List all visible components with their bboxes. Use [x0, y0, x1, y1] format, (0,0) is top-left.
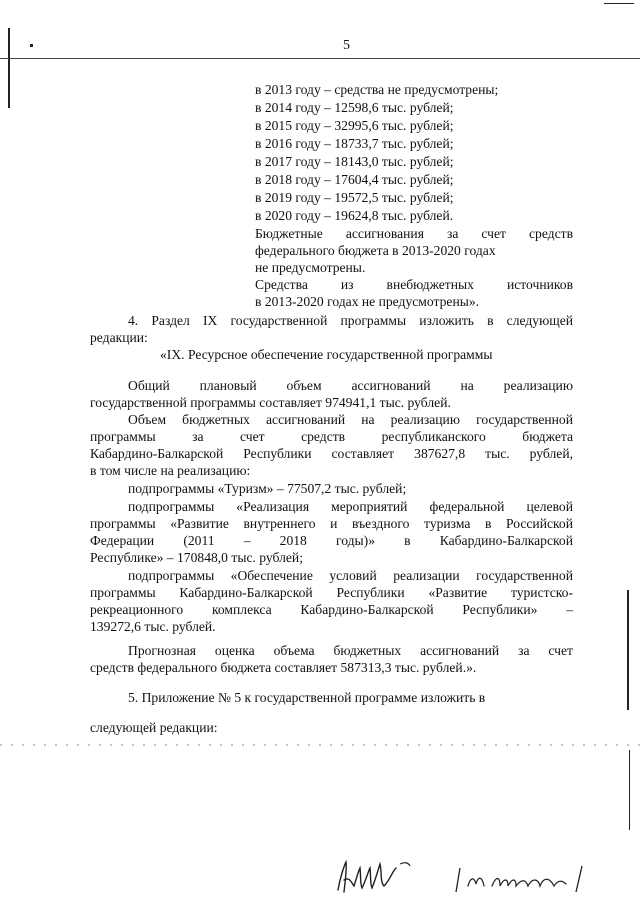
scan-edge-right [627, 590, 629, 710]
funding-year-line: в 2020 году – 19624,8 тыс. рублей. [255, 208, 454, 223]
federal-budget-line: Бюджетные ассигнования за счет средств [255, 226, 573, 241]
item-4-line: редакции: [90, 330, 148, 345]
handwritten-signature [330, 850, 430, 900]
subprogram-federal-line: программы «Развитие внутреннего и въездного туризма в Российской [90, 516, 573, 531]
total-paragraph-line: государственной программы составляет 974941,1 тыс. рублей. [90, 395, 451, 410]
subprogram-federal-line: Федерации (2011 – 2018 годы)» в Кабардино-Балкарской [90, 533, 573, 548]
subprogram-conditions-line: программы Кабардино-Балкарской Республики «Развитие туристско- [90, 585, 573, 600]
item-4-line: 4. Раздел IX государственной программы изложить в следующей [128, 313, 573, 328]
funding-year-line: в 2017 году – 18143,0 тыс. рублей; [255, 154, 454, 169]
republic-paragraph-line: в том числе на реализацию: [90, 463, 251, 478]
funding-year-line: в 2019 году – 19572,5 тыс. рублей; [255, 190, 454, 205]
forecast-paragraph-line: Прогнозная оценка объема бюджетных ассигнований за счет [128, 643, 573, 658]
funding-year-line: в 2018 году – 17604,4 тыс. рублей; [255, 172, 454, 187]
federal-budget-line: не предусмотрены. [255, 260, 366, 275]
page-number: 5 [343, 38, 350, 53]
scan-edge-right-2 [629, 750, 630, 830]
handwritten-name-note [450, 862, 590, 896]
subprogram-federal-line: подпрограммы «Реализация мероприятий федеральной целевой [128, 499, 573, 514]
federal-budget-line: федерального бюджета в 2013-2020 годах [255, 243, 496, 258]
total-paragraph-line: Общий плановый объем ассигнований на реализацию [128, 378, 573, 393]
funding-year-line: в 2016 году – 18733,7 тыс. рублей; [255, 136, 454, 151]
item-5-line: следующей редакции: [90, 720, 218, 735]
scan-edge-top [0, 58, 640, 59]
item-5-line: 5. Приложение № 5 к государственной программе изложить в [128, 690, 486, 705]
subprogram-conditions-line: подпрограммы «Обеспечение условий реализации государственной [128, 568, 573, 583]
forecast-paragraph-line: средств федерального бюджета составляет 587313,3 тыс. рублей.». [90, 660, 477, 675]
subprogram-conditions-line: 139272,6 тыс. рублей. [90, 619, 216, 634]
scan-edge-right-top [604, 3, 634, 4]
republic-paragraph-line: Объем бюджетных ассигнований на реализацию государственной [128, 412, 573, 427]
funding-year-line: в 2015 году – 32995,6 тыс. рублей; [255, 118, 454, 133]
subprogram-tourism: подпрограммы «Туризм» – 77507,2 тыс. рублей; [128, 481, 407, 496]
funding-year-line: в 2013 году – средства не предусмотрены; [255, 82, 499, 97]
extrabudget-line: Средства из внебюджетных источников [255, 277, 573, 292]
subprogram-conditions-line: рекреационного комплекса Кабардино-Балкарской Республики» – [90, 602, 573, 617]
scan-edge-left [8, 28, 10, 108]
subprogram-federal-line: Республике» – 170848,0 тыс. рублей; [90, 550, 303, 565]
republic-paragraph-line: Кабардино-Балкарской Республики составляет 387627,8 тыс. рублей, [90, 446, 573, 461]
scan-dot [30, 44, 33, 47]
section-heading: «IX. Ресурсное обеспечение государственной программы [160, 347, 493, 362]
republic-paragraph-line: программы за счет средств республиканского бюджета [90, 429, 573, 444]
scan-dotted-line [0, 742, 640, 748]
funding-year-line: в 2014 году – 12598,6 тыс. рублей; [255, 100, 454, 115]
extrabudget-line: в 2013-2020 годах не предусмотрены». [255, 294, 480, 309]
